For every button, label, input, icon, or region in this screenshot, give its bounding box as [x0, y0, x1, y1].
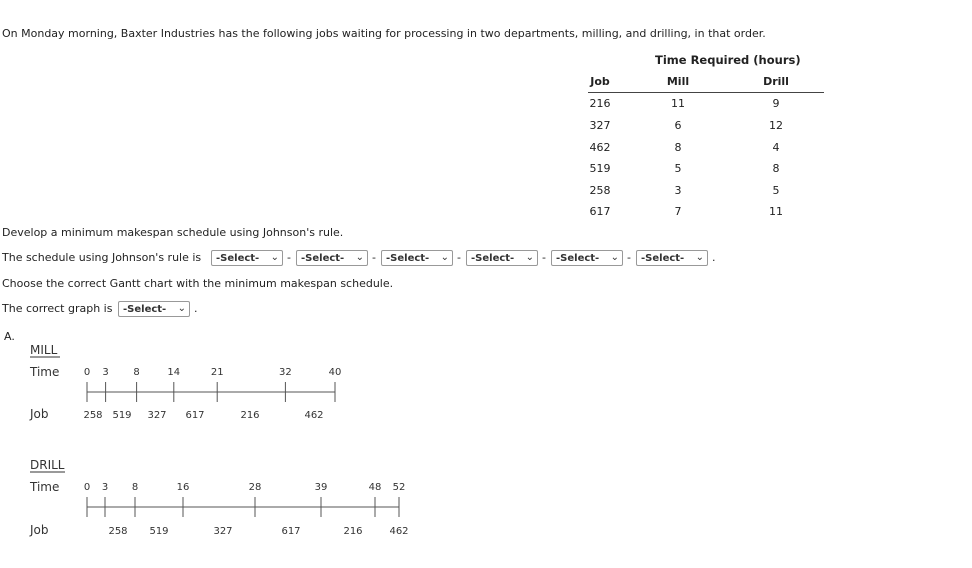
drill-title: DRILL	[30, 458, 65, 472]
table-cell-mill: 6	[674, 119, 682, 132]
drill-job-label-item: 258	[108, 526, 128, 537]
timeline-tick-label: 39	[314, 482, 328, 493]
timeline-tick-label: 0	[83, 367, 91, 378]
schedule-separator: -	[542, 251, 546, 264]
table-cell-job: 327	[589, 119, 611, 132]
chevron-down-icon: ⌄	[440, 252, 449, 263]
schedule-select-value: -Select-	[471, 253, 515, 264]
table-cell-job: 617	[589, 205, 611, 218]
timeline-tick-label: 3	[101, 482, 109, 493]
drill-job-label-item: 462	[389, 526, 409, 537]
instruction-johnson: Develop a minimum makespan schedule using Johnson's rule.	[2, 226, 344, 239]
option-a-letter: A.	[4, 330, 15, 343]
col-header-mill: Mill	[666, 75, 690, 88]
table-cell-mill: 3	[674, 184, 682, 197]
table-cell-mill: 8	[674, 141, 682, 154]
drill-job-label-item: 617	[281, 526, 301, 537]
mill-job-label-item: 216	[240, 410, 260, 421]
chevron-down-icon: ⌄	[610, 252, 619, 263]
schedule-separator: -	[457, 251, 461, 264]
schedule-separator: -	[627, 251, 631, 264]
table-cell-mill: 11	[671, 97, 685, 110]
mill-title: MILL	[30, 343, 58, 357]
mill-axis	[83, 367, 341, 421]
table-group-header: Time Required (hours)	[655, 53, 801, 67]
schedule-select-value: -Select-	[556, 253, 600, 264]
chevron-down-icon: ⌄	[177, 303, 186, 314]
drill-job-label: Job	[30, 523, 49, 537]
schedule-label: The schedule using Johnson's rule is	[2, 251, 202, 264]
table-cell-job: 216	[589, 97, 611, 110]
table-cell-job: 462	[589, 141, 611, 154]
timeline-tick-label: 8	[131, 482, 139, 493]
timeline-tick-label: 16	[176, 482, 190, 493]
chevron-down-icon: ⌄	[695, 252, 704, 263]
timeline-tick-label: 3	[102, 367, 109, 378]
timeline-tick-label: 8	[133, 367, 140, 378]
chevron-down-icon: ⌄	[270, 252, 279, 263]
table-cell-drill: 9	[772, 97, 780, 110]
table-cell-mill: 7	[674, 205, 682, 218]
mill-job-label-item: 462	[304, 410, 324, 421]
timeline-tick-label: 14	[167, 367, 181, 378]
chevron-down-icon: ⌄	[355, 252, 364, 263]
drill-job-label-item: 216	[343, 526, 363, 537]
mill-job-label-item: 617	[185, 410, 205, 421]
timeline-tick-label: 40	[328, 367, 342, 378]
table-cell-drill: 12	[769, 119, 783, 132]
timeline-tick-label: 21	[210, 367, 224, 378]
schedule-select-value: -Select-	[301, 253, 345, 264]
graph-label: The correct graph is	[2, 302, 113, 315]
schedule-select-value: -Select-	[386, 253, 430, 264]
table-cell-job: 258	[589, 184, 611, 197]
table-cell-drill: 4	[772, 141, 780, 154]
graph-period: .	[194, 302, 198, 315]
col-header-job: Job	[590, 75, 610, 88]
mill-job-label-item: 258	[83, 410, 103, 421]
drill-axis	[84, 482, 409, 537]
schedule-separator: -	[287, 251, 291, 264]
timeline-tick-label: 48	[368, 482, 382, 493]
graph-select-value: -Select-	[123, 304, 167, 315]
timeline-tick-label: 0	[83, 482, 91, 493]
mill-job-label-item: 519	[112, 410, 132, 421]
mill-job-label: Job	[30, 407, 49, 421]
timeline-tick-label: 28	[248, 482, 262, 493]
drill-time-label: Time	[30, 480, 60, 494]
schedule-separator: -	[372, 251, 376, 264]
table-cell-drill: 8	[772, 162, 780, 175]
col-header-drill: Drill	[763, 75, 789, 88]
table-cell-job: 519	[589, 162, 611, 175]
schedule-period: .	[712, 251, 716, 264]
instruction-gantt: Choose the correct Gantt chart with the minimum makespan schedule.	[2, 277, 394, 290]
schedule-select-value: -Select-	[216, 253, 260, 264]
problem-intro: On Monday morning, Baxter Industries has the following jobs waiting for processing in two departments, milling, and drilling, in that order.	[2, 27, 766, 40]
mill-time-label: Time	[30, 365, 60, 379]
schedule-select-value: -Select-	[641, 253, 685, 264]
mill-job-label-item: 327	[147, 410, 167, 421]
timeline-tick-label: 32	[279, 367, 292, 378]
timeline-tick-label: 52	[392, 482, 406, 493]
drill-job-label-item: 327	[213, 526, 233, 537]
table-cell-drill: 11	[769, 205, 783, 218]
table-cell-mill: 5	[674, 162, 682, 175]
drill-job-label-item: 519	[149, 526, 169, 537]
table-cell-drill: 5	[772, 184, 780, 197]
chevron-down-icon: ⌄	[525, 252, 534, 263]
